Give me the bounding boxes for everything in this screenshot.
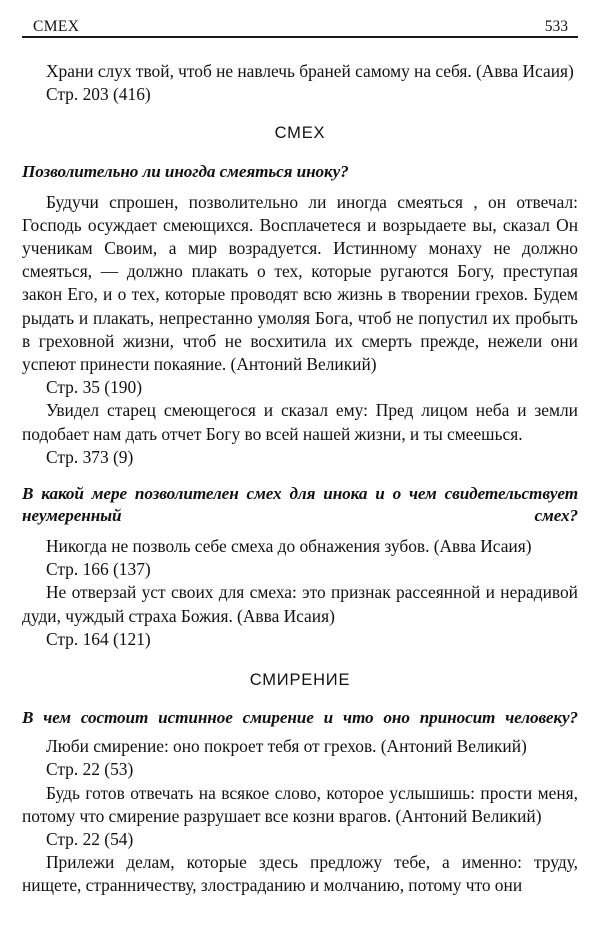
spacer [22,527,578,535]
running-head [22,0,578,36]
spacer [22,183,578,191]
reference-line: Стр. 22 (54) [46,828,134,849]
quote-paragraph-truncated: Прилежи делам, которые здесь предложу тебе, а именно: труду, нищете, странничеству, злостраданию и молчанию, потому что они [22,852,578,896]
question-heading: В какой мере позволителен смех для инока и о чем свидетельствует неумеренный смех? [22,483,578,525]
reference-line: Стр. 164 (121) [46,628,151,649]
reference-line: Стр. 22 (53) [46,759,134,780]
running-head-title: СМЕХ [33,17,80,35]
spacer [22,689,578,707]
quote-paragraph: Увидел старец смеющегося и сказал ему: Пред лицом неба и земли подобает нам дать отчет Богу во всей нашей жизни, и ты смеешься. [22,400,578,444]
reference-line: Стр. 203 (416) [46,84,151,105]
question-heading: Позволительно ли иногда смеяться иноку? [22,161,349,181]
spacer [22,143,578,161]
question-heading: В чем состоит истинное смирение и что оно приносит человеку? [22,708,578,728]
page-number: 533 [544,17,568,35]
quote-paragraph: Будь готов отвечать на всякое слово, которое услышишь: прости меня, потому что смирение разрушает все козни врагов. (Антоний Великий) [22,782,578,826]
quote-paragraph: Люби смирение: оно покроет тебя от грехов. (Антоний Великий) [46,736,527,757]
quote-paragraph: Будучи спрошен, позволительно ли иногда смеяться , он отвечал: Господь осуждает смеющихся. Восплачетеся и возрыдаете вы, сказал Он ученикам Своим, а мир возрадуется. Истинному монаху не должно смеяться, — должно плакать о тех, которые ругаются Богу, преступая закон Его, и о тех, которые проводят всю жизнь в творении грехов. Будем рыдать и плакать, непрестанно умоляя Бога, чтоб не попустил их пробыть в греховной жизни, чтоб не восхитила их смерть прежде, нежели они успеют принести покаяние. (Антоний Великий) [22,191,578,374]
reference-line: Стр. 373 (9) [46,446,134,467]
section-heading-smeh: СМЕХ [274,124,326,143]
quote-paragraph: Не отверзай уст своих для смеха: это признак рассеянной и нерадивой дуди, чуждый страха Божия. (Авва Исаия) [22,582,578,626]
reference-line: Стр. 166 (137) [46,559,151,580]
quote-paragraph: Никогда не позволь себе смеха до обнажения зубов. (Авва Исаия) [46,535,532,556]
section-heading-smirenie: СМИРЕНИЕ [249,671,351,689]
spacer [22,106,578,124]
spacer [22,651,578,671]
quote-paragraph: Храни слух твой, чтоб не навлечь браней самому на себя. (Авва Исаия) [46,61,574,81]
page-content [22,38,578,898]
spacer [22,469,578,483]
reference-line: Стр. 35 (190) [46,377,142,398]
